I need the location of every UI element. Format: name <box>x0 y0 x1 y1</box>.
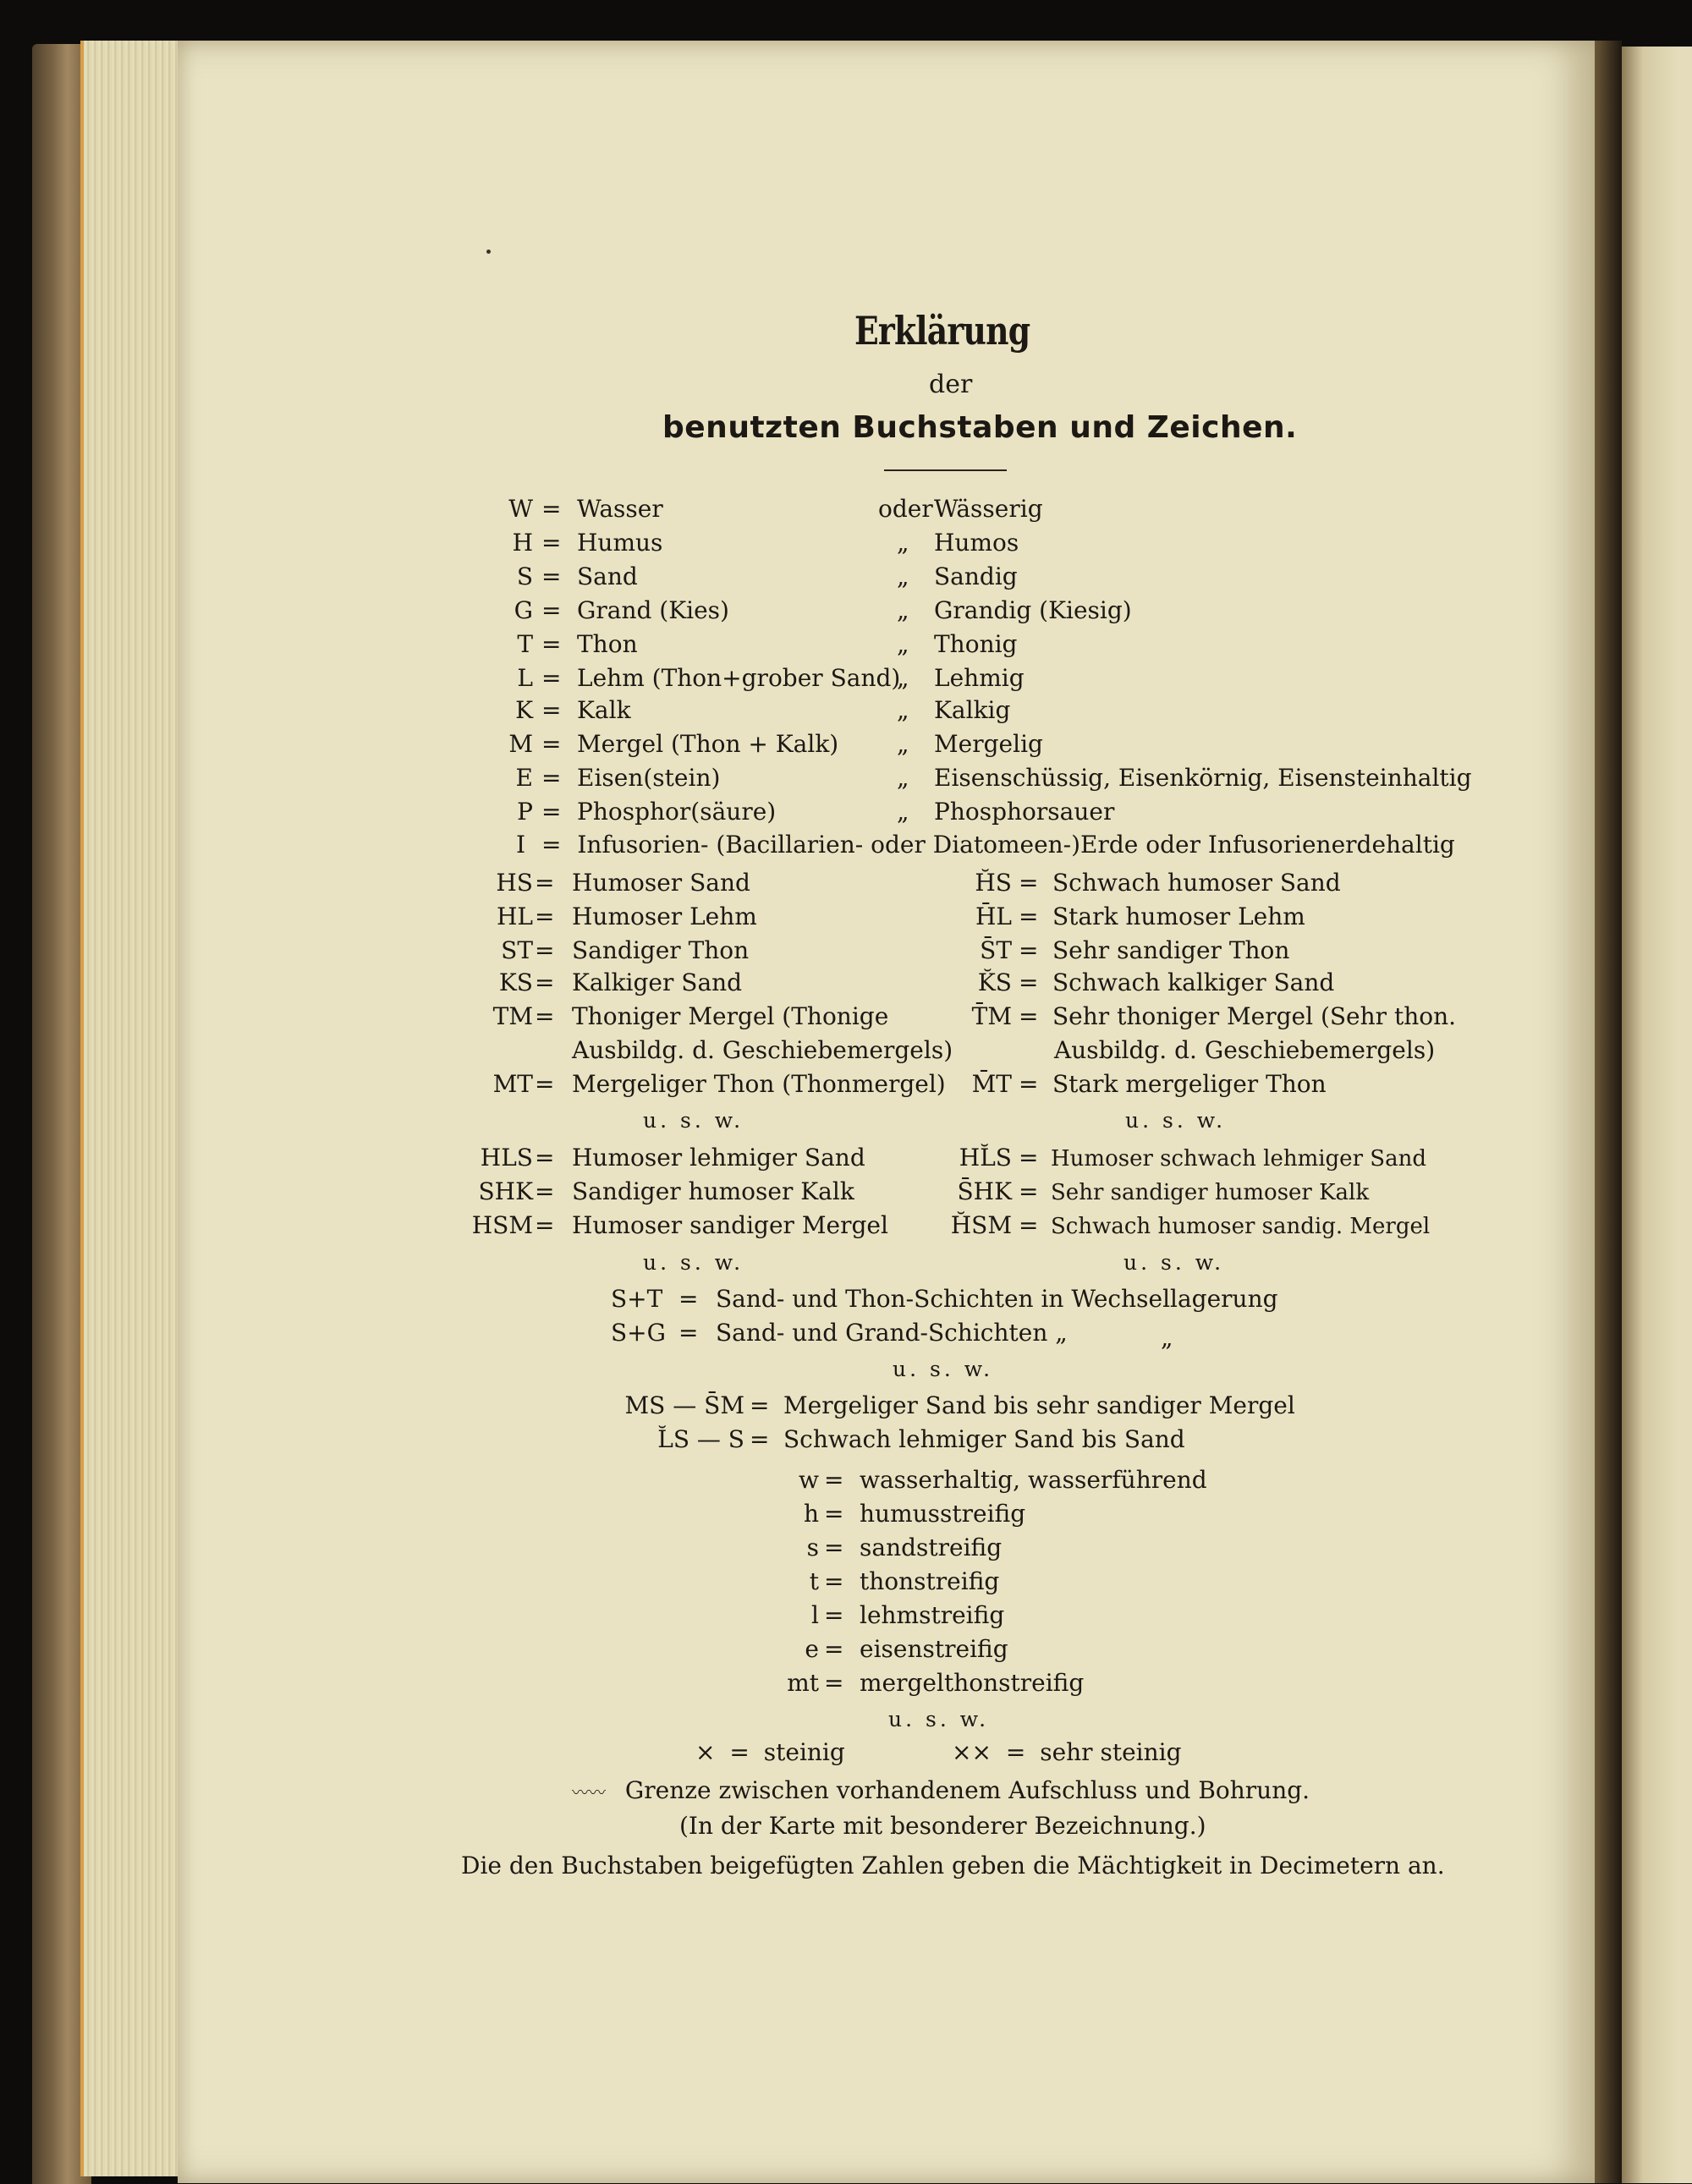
pair-definition: Sandiger Thon <box>572 936 750 964</box>
basic-adjective: Phosphorsauer <box>934 798 1115 826</box>
pair-definition: Stark humoser Lehm <box>1052 903 1305 930</box>
equals: = <box>541 495 562 523</box>
basic-adjective: Mergelig <box>934 730 1043 758</box>
usw-label: u. s. w. <box>893 1357 994 1381</box>
equals: = <box>1019 1070 1039 1098</box>
equals: = <box>535 1177 555 1205</box>
pair-symbol: S̄T <box>980 936 1012 964</box>
equals: = <box>824 1669 844 1697</box>
stone-row <box>695 1738 845 1766</box>
basic-adjective: Lehmig <box>934 664 1025 692</box>
basic-definition: Eisen(stein) <box>577 764 721 792</box>
pair-symbol: HL <box>496 903 533 930</box>
triple-symbol: HLS <box>480 1144 533 1172</box>
pair-symbol: TM <box>492 1002 533 1030</box>
basic-definition: Grand (Kies) <box>577 596 729 624</box>
pair-symbol: H̆S <box>975 869 1012 897</box>
equals: = <box>824 1534 844 1561</box>
connector: „ <box>897 529 909 557</box>
page-stack-edge <box>80 41 190 2176</box>
basic-symbol: M <box>508 730 533 758</box>
lower-symbol: l <box>811 1601 819 1629</box>
basic-symbol: E <box>515 764 533 792</box>
usw-label: u. s. w. <box>643 1108 744 1133</box>
triple-symbol: HL̆S <box>959 1144 1012 1172</box>
equals: = <box>1019 1144 1039 1172</box>
basic-definition: Wasser <box>577 495 663 523</box>
equals: = <box>1019 1002 1039 1030</box>
pair-definition: Thoniger Mergel (Thonige <box>572 1002 889 1030</box>
subtitle: der <box>929 370 973 399</box>
equals: = <box>535 903 555 930</box>
equals: = <box>824 1601 844 1629</box>
basic-definition: Humus <box>577 529 663 557</box>
lower-symbol: s <box>806 1534 819 1561</box>
lower-definition: thonstreifig <box>860 1567 1000 1595</box>
lower-symbol: e <box>805 1635 819 1663</box>
pair-definition: Humoser Sand <box>572 869 750 897</box>
equals: = <box>824 1466 844 1494</box>
equals: = <box>1019 936 1039 964</box>
footer-note: Die den Buchstaben beigefügten Zahlen geben die Mächtigkeit in Decimetern an. <box>461 1852 1445 1879</box>
equals: = <box>541 831 562 859</box>
basic-definition: Kalk <box>577 696 631 724</box>
border-row <box>572 1776 1310 1804</box>
equals: = <box>541 596 562 624</box>
equals: = <box>541 630 562 658</box>
triple-definition: Sandiger humoser Kalk <box>572 1177 854 1205</box>
basic-adjective: Wässerig <box>934 495 1043 523</box>
equals: = <box>535 1211 555 1239</box>
pair-definition: Mergeliger Thon (Thonmergel) <box>572 1070 946 1098</box>
range-symbol: MS — S̄M <box>624 1391 744 1419</box>
basic-symbol: L <box>517 664 533 692</box>
basic-definition: Thon <box>577 630 638 658</box>
pair-definition: Kalkiger Sand <box>572 969 743 996</box>
pair-definition: Humoser Lehm <box>572 903 757 930</box>
pair-symbol: T̄M <box>971 1002 1012 1030</box>
lower-definition: lehmstreifig <box>860 1601 1005 1629</box>
range-definition: Mergeliger Sand bis sehr sandiger Mergel <box>783 1391 1295 1419</box>
connector: „ <box>897 596 909 624</box>
facing-page-edge <box>1622 47 1692 2183</box>
equals: = <box>535 869 555 897</box>
lower-definition: eisenstreifig <box>860 1635 1008 1663</box>
pair-symbol: ST <box>501 936 533 964</box>
equals: = <box>535 1070 555 1098</box>
stone-row-2 <box>952 1738 1182 1766</box>
lower-symbol: w <box>799 1466 819 1494</box>
basic-row-infusorien <box>516 833 1455 857</box>
equals: = <box>535 936 555 964</box>
basic-adjective: Eisenschüssig, Eisenkörnig, Eisensteinhaltig <box>934 764 1472 792</box>
equals: = <box>541 562 562 590</box>
connector: „ <box>897 764 909 792</box>
equals: = <box>541 798 562 826</box>
pair-definition: Schwach kalkiger Sand <box>1052 969 1335 996</box>
triple-symbol: H̆SM <box>950 1211 1012 1239</box>
basic-symbol: H <box>512 529 533 557</box>
basic-symbol: W <box>508 495 533 523</box>
basic-adjective: Kalkig <box>934 696 1011 724</box>
wavy-line-symbol: 〰〰 <box>572 1782 606 1803</box>
steinig-label: steinig <box>763 1738 845 1766</box>
triple-definition: Humoser lehmiger Sand <box>572 1144 865 1172</box>
equals: = <box>678 1285 699 1313</box>
equals: = <box>729 1738 750 1766</box>
basic-definition: Phosphor(säure) <box>577 798 777 826</box>
range-symbol: L̆S — S <box>657 1425 744 1453</box>
triple-symbol: S̄HK <box>957 1177 1012 1205</box>
equals: = <box>1005 1738 1026 1766</box>
basic-adjective: Sandig <box>934 562 1018 590</box>
basic-symbol: T <box>517 630 533 658</box>
connector: „ <box>897 798 909 826</box>
usw-label: u. s. w. <box>1123 1250 1225 1275</box>
connector: oder <box>878 495 933 523</box>
equals: = <box>1019 903 1039 930</box>
note: (In der Karte mit besonderer Bezeichnung.) <box>679 1812 1206 1840</box>
equals: = <box>1019 969 1039 996</box>
connector: „ <box>897 730 909 758</box>
pair-definition-continued: Ausbildg. d. Geschiebemergels) <box>572 1036 953 1064</box>
basic-symbol: K <box>515 696 533 724</box>
layer-symbol: S+G <box>611 1319 667 1347</box>
connector: „ <box>897 664 909 692</box>
equals: = <box>541 764 562 792</box>
triple-definition: Humoser schwach lehmiger Sand <box>1051 1146 1426 1172</box>
equals: = <box>678 1319 699 1347</box>
symbol: I <box>516 831 526 859</box>
lower-symbol: mt <box>787 1669 819 1697</box>
triple-definition: Sehr sandiger humoser Kalk <box>1051 1180 1370 1205</box>
equals: = <box>541 730 562 758</box>
basic-definition: Mergel (Thon + Kalk) <box>577 730 839 758</box>
equals: = <box>535 969 555 996</box>
lower-definition: mergelthonstreifig <box>860 1669 1085 1697</box>
steinig-symbol: × <box>695 1738 716 1766</box>
ditto-mark: „ <box>1161 1324 1173 1352</box>
basic-adjective: Grandig (Kiesig) <box>934 596 1132 624</box>
connector: „ <box>897 696 909 724</box>
triple-symbol: HSM <box>471 1211 533 1239</box>
usw-label: u. s. w. <box>643 1250 744 1275</box>
equals: = <box>541 664 562 692</box>
pair-symbol: MT <box>492 1070 533 1098</box>
pair-symbol: H̄L <box>975 903 1012 930</box>
usw-label: u. s. w. <box>888 1707 990 1731</box>
border-definition: Grenze zwischen vorhandenem Aufschluss und Bohrung. <box>624 1776 1310 1804</box>
equals: = <box>824 1500 844 1528</box>
triple-definition: Humoser sandiger Mergel <box>572 1211 888 1239</box>
lower-symbol: h <box>803 1500 819 1528</box>
lower-symbol: t <box>809 1567 819 1595</box>
equals: = <box>824 1567 844 1595</box>
equals: = <box>541 696 562 724</box>
lower-definition: humusstreifig <box>860 1500 1026 1528</box>
pair-symbol: KS <box>498 969 533 996</box>
pair-symbol: HS <box>496 869 533 897</box>
layer-symbol: S+T <box>611 1285 663 1313</box>
basic-adjective: Thonig <box>934 630 1018 658</box>
equals: = <box>1019 1177 1039 1205</box>
equals: = <box>750 1425 770 1453</box>
equals: = <box>541 529 562 557</box>
pair-symbol: M̄T <box>971 1070 1012 1098</box>
layer-definition: Sand- und Grand-Schichten „ <box>716 1319 1068 1347</box>
basic-symbol: P <box>517 798 533 826</box>
equals: = <box>1019 869 1039 897</box>
equals: = <box>1019 1211 1039 1239</box>
layer-definition: Sand- und Thon-Schichten in Wechsellagerung <box>716 1285 1278 1313</box>
basic-definition: Lehm (Thon+grober Sand) <box>577 664 901 692</box>
basic-symbol: S <box>516 562 533 590</box>
page-title: Erklärung <box>854 308 1030 354</box>
equals: = <box>750 1391 770 1419</box>
triple-symbol: SHK <box>478 1177 533 1205</box>
lower-definition: wasserhaltig, wasserführend <box>860 1466 1207 1494</box>
equals: = <box>535 1002 555 1030</box>
connector: „ <box>897 630 909 658</box>
heading: benutzten Buchstaben und Zeichen. <box>662 410 1298 445</box>
range-definition: Schwach lehmiger Sand bis Sand <box>783 1425 1185 1453</box>
pair-definition: Schwach humoser Sand <box>1052 869 1341 897</box>
connector: „ <box>897 562 909 590</box>
book-gutter <box>1595 41 1622 2183</box>
lower-definition: sandstreifig <box>860 1534 1003 1561</box>
pair-symbol: K̆S <box>977 969 1012 996</box>
equals: = <box>824 1635 844 1663</box>
pair-definition: Sehr thoniger Mergel (Sehr thon. <box>1052 1002 1457 1030</box>
triple-definition: Schwach humoser sandig. Mergel <box>1051 1214 1431 1239</box>
ink-speck <box>486 250 491 254</box>
basic-definition: Sand <box>577 562 638 590</box>
sehr-steinig-symbol: ×× <box>952 1738 992 1766</box>
pair-definition: Sehr sandiger Thon <box>1052 936 1290 964</box>
definition: Infusorien- (Bacillarien- oder Diatomeen-)Erde oder Infusorienerdehaltig <box>577 831 1455 859</box>
sehr-steinig-label: sehr steinig <box>1040 1738 1182 1766</box>
basic-symbol: G <box>514 596 533 624</box>
pair-definition-continued: Ausbildg. d. Geschiebemergels) <box>1054 1036 1436 1064</box>
pair-definition: Stark mergeliger Thon <box>1052 1070 1327 1098</box>
usw-label: u. s. w. <box>1125 1108 1227 1133</box>
basic-adjective: Humos <box>934 529 1019 557</box>
equals: = <box>535 1144 555 1172</box>
title-rule <box>884 469 1007 471</box>
